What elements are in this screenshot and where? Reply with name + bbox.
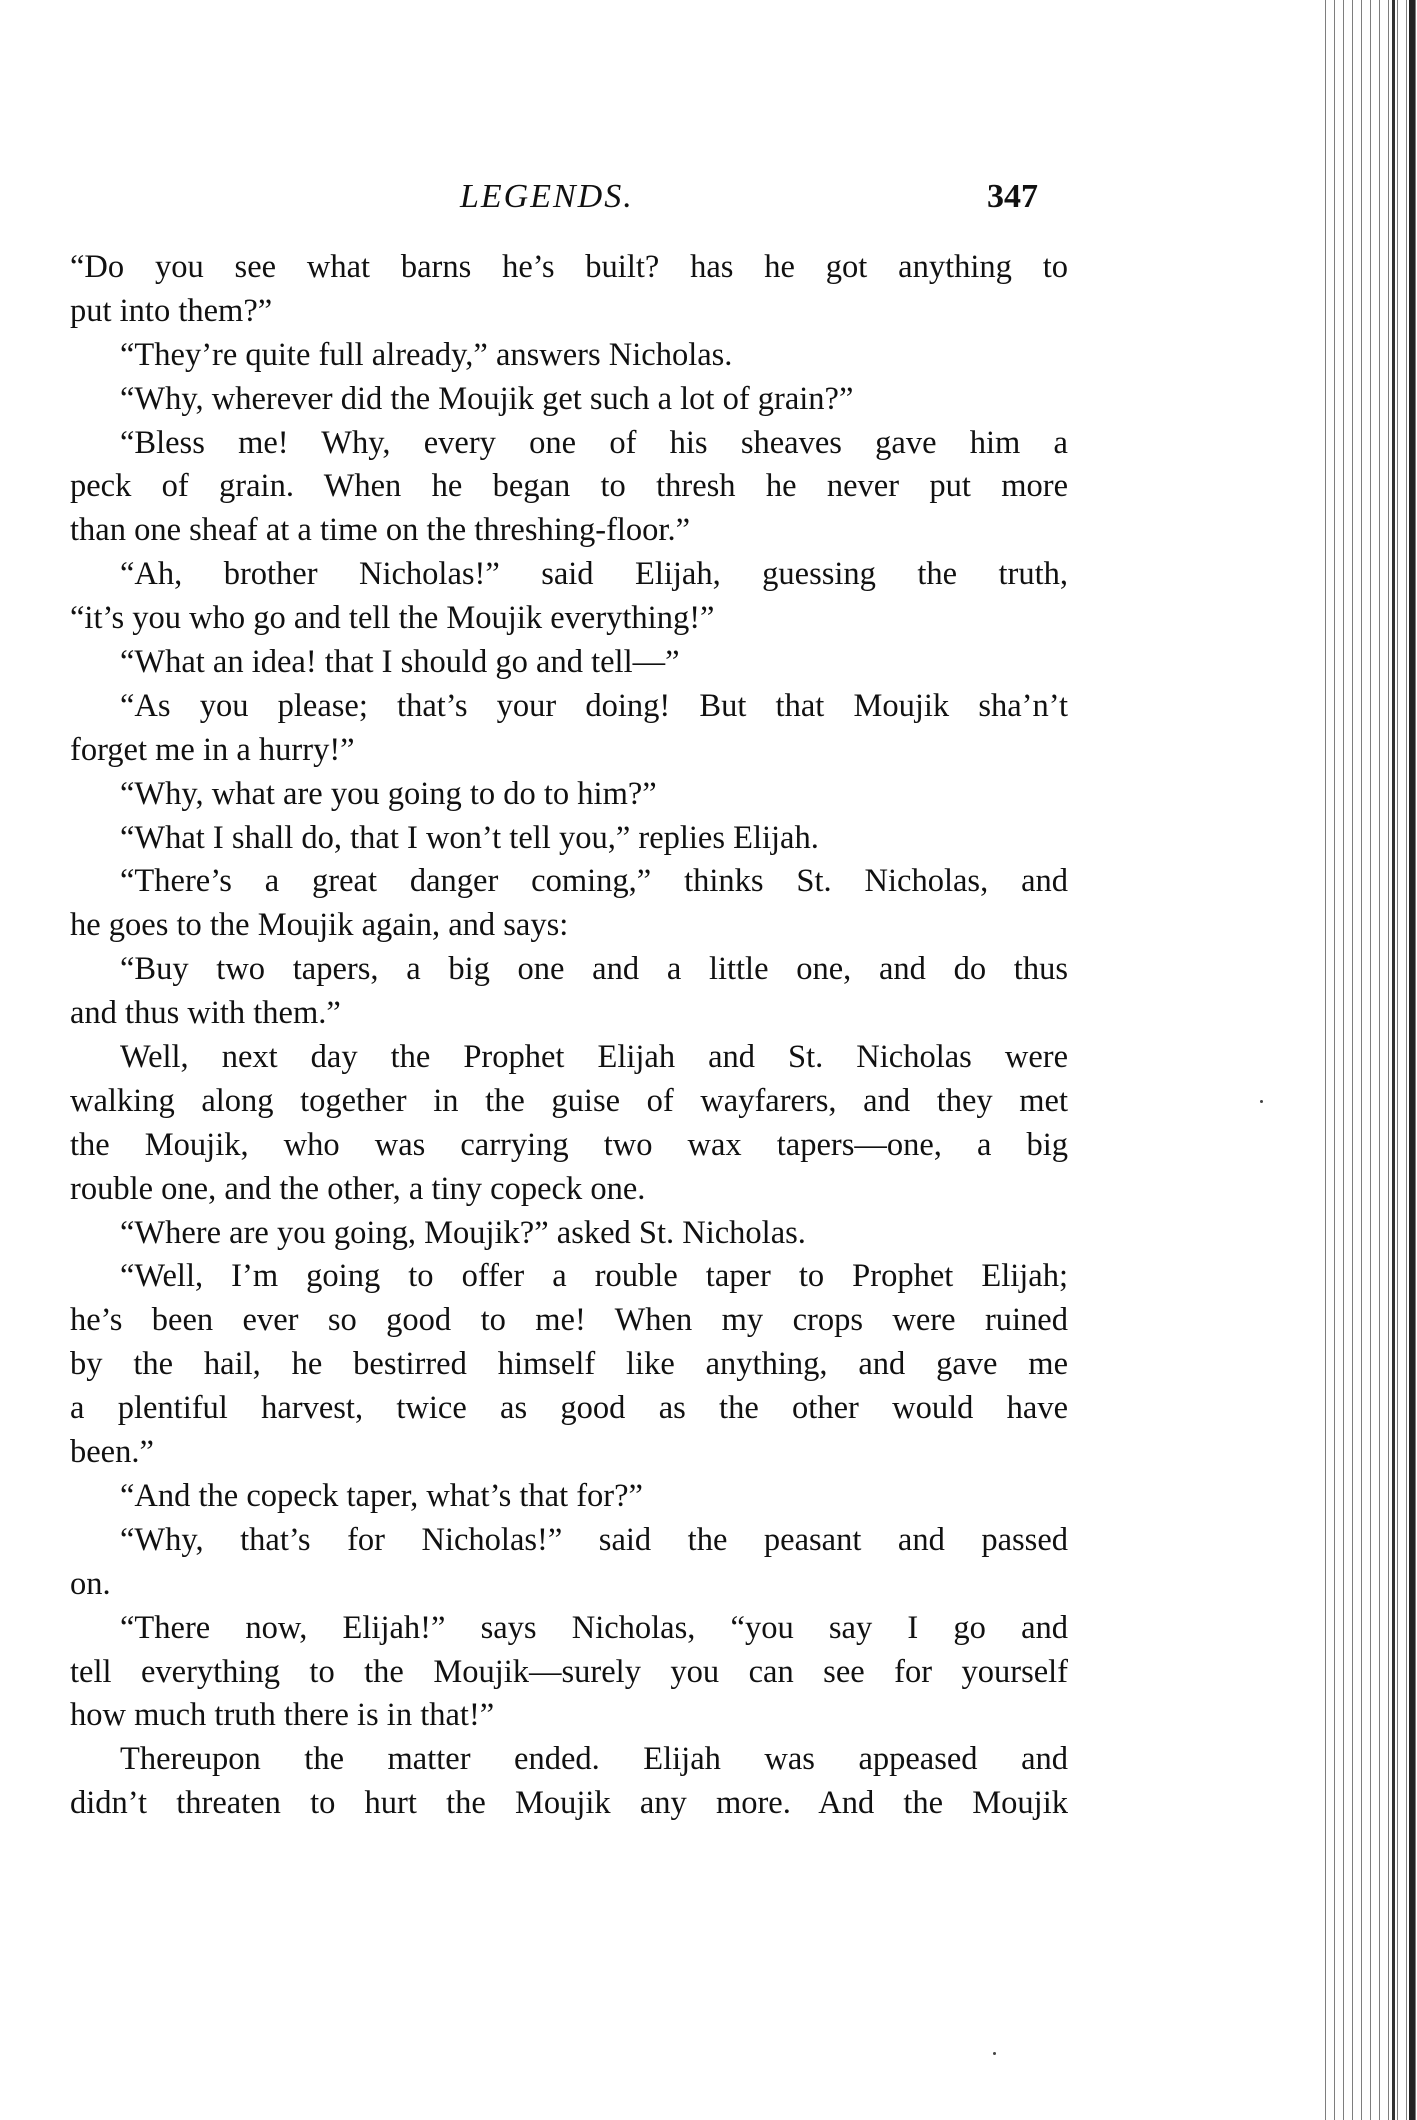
text-line: the Moujik, who was carrying two wax tapers—one, a big: [70, 1126, 1068, 1163]
scan-speck: [993, 2052, 996, 2055]
binding-edge-line: [1409, 0, 1415, 2120]
text-line: he’s been ever so good to me! When my crops were ruined: [70, 1302, 1068, 1339]
text-line: “Buy two tapers, a big one and a little one, and do thus: [120, 951, 1068, 988]
text-line: “They’re quite full already,” answers Nicholas.: [120, 336, 733, 373]
text-line: he goes to the Moujik again, and says:: [70, 907, 569, 944]
text-line: “There’s a great danger coming,” thinks St. Nicholas, and: [120, 863, 1068, 900]
text-line: on.: [70, 1565, 111, 1602]
text-line: than one sheaf at a time on the threshing-floor.”: [70, 512, 691, 549]
text-line: forget me in a hurry!”: [70, 731, 355, 768]
text-line: “What I shall do, that I won’t tell you,” replies Elijah.: [120, 819, 819, 856]
text-line: walking along together in the guise of wayfarers, and they met: [70, 1082, 1068, 1119]
text-line: “Why, what are you going to do to him?”: [120, 775, 657, 812]
text-line: Well, next day the Prophet Elijah and St. Nicholas were: [120, 1039, 1068, 1076]
text-line: “There now, Elijah!” says Nicholas, “you say I go and: [120, 1609, 1068, 1646]
body-text: [70, 246, 1068, 1826]
text-line: “Where are you going, Moujik?” asked St. Nicholas.: [120, 1214, 806, 1251]
running-title: LEGENDS.: [460, 178, 634, 215]
text-line: didn’t threaten to hurt the Moujik any more. And the Moujik: [70, 1785, 1068, 1822]
running-head: [70, 178, 1070, 222]
text-line: “As you please; that’s your doing! But that Moujik sha’n’t: [120, 687, 1068, 724]
text-line: “it’s you who go and tell the Moujik everything!”: [70, 600, 715, 637]
text-line: “And the copeck taper, what’s that for?”: [120, 1477, 643, 1514]
text-line: been.”: [70, 1434, 154, 1471]
text-line: put into them?”: [70, 292, 273, 329]
text-line: tell everything to the Moujik—surely you can see for yourself: [70, 1653, 1068, 1690]
text-line: Thereupon the matter ended. Elijah was appeased and: [120, 1741, 1068, 1778]
text-line: “Well, I’m going to offer a rouble taper to Prophet Elijah;: [120, 1258, 1068, 1295]
text-line: “Ah, brother Nicholas!” said Elijah, guessing the truth,: [120, 556, 1068, 593]
text-line: rouble one, and the other, a tiny copeck one.: [70, 1170, 646, 1207]
text-line: peck of grain. When he began to thresh he never put more: [70, 468, 1068, 505]
text-line: “Why, that’s for Nicholas!” said the peasant and passed: [120, 1521, 1068, 1558]
page-number: 347: [987, 178, 1038, 215]
text-line: and thus with them.”: [70, 995, 341, 1032]
scan-speck: [1260, 1100, 1263, 1103]
text-line: how much truth there is in that!”: [70, 1697, 495, 1734]
book-binding-edge: [1321, 0, 1417, 2120]
text-line: “Why, wherever did the Moujik get such a lot of grain?”: [120, 380, 854, 417]
binding-edge-line: [1392, 0, 1395, 2120]
text-line: “Do you see what barns he’s built? has he got anything to: [70, 249, 1068, 285]
text-line: a plentiful harvest, twice as good as the other would have: [70, 1390, 1068, 1427]
text-line: by the hail, he bestirred himself like anything, and gave me: [70, 1346, 1068, 1383]
text-line: “Bless me! Why, every one of his sheaves gave him a: [120, 424, 1068, 461]
text-line: “What an idea! that I should go and tell—”: [120, 644, 680, 681]
